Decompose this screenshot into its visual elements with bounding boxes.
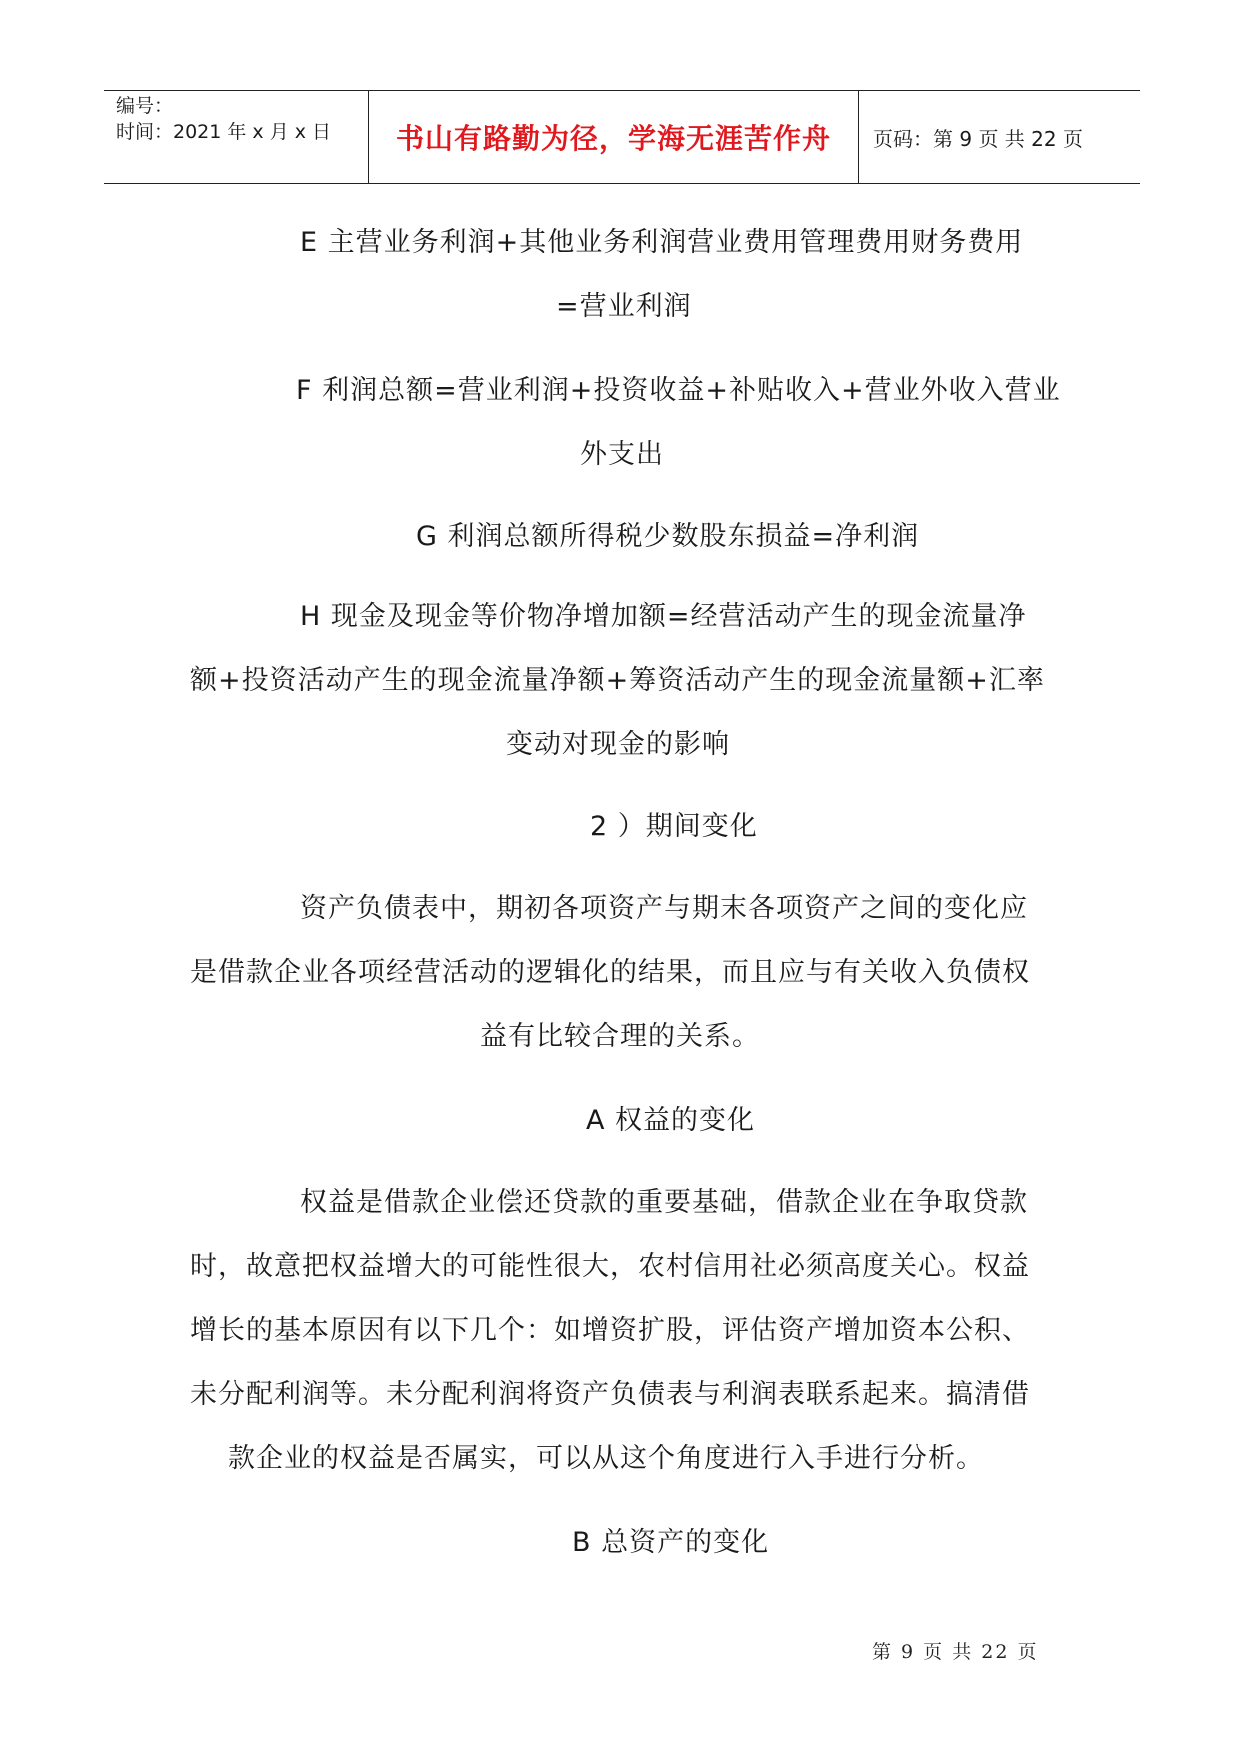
body-line: 未分配利润等。未分配利润将资产负债表与利润表联系起来。搞清借 bbox=[190, 1379, 1030, 1410]
body-line: 外支出 bbox=[580, 439, 664, 470]
body-line: 权益是借款企业偿还贷款的重要基础，借款企业在争取贷款 bbox=[300, 1187, 1028, 1218]
header-motto-cell bbox=[369, 91, 859, 183]
page-footer: 第 9 页 共 22 页 bbox=[872, 1641, 1039, 1663]
subsection-heading: B 总资产的变化 bbox=[572, 1527, 770, 1558]
header-meta-cell bbox=[104, 91, 369, 183]
body-line: 变动对现金的影响 bbox=[506, 729, 730, 760]
body-line: G 利润总额所得税少数股东损益=净利润 bbox=[416, 521, 920, 552]
body-line: =营业利润 bbox=[556, 291, 692, 322]
body-line: F 利润总额=营业利润+投资收益+补贴收入+营业外收入营业 bbox=[296, 375, 1061, 406]
body-line: 款企业的权益是否属实，可以从这个角度进行入手进行分析。 bbox=[228, 1443, 984, 1474]
body-line: 资产负债表中，期初各项资产与期末各项资产之间的变化应 bbox=[300, 893, 1028, 924]
document-number-label: 编号： bbox=[116, 95, 174, 117]
body-line: 增长的基本原因有以下几个：如增资扩股，评估资产增加资本公积、 bbox=[190, 1315, 1030, 1346]
header-page-cell bbox=[859, 91, 1140, 183]
body-line: 是借款企业各项经营活动的逻辑化的结果，而且应与有关收入负债权 bbox=[190, 957, 1030, 988]
body-line: H 现金及现金等价物净增加额=经营活动产生的现金流量净 bbox=[300, 601, 1027, 632]
subsection-heading: A 权益的变化 bbox=[586, 1105, 756, 1136]
header-motto: 书山有路勤为径，学海无涯苦作舟 bbox=[395, 122, 831, 155]
section-heading: 2 ）期间变化 bbox=[590, 811, 758, 842]
body-line: 额+投资活动产生的现金流量净额+筹资活动产生的现金流量额+汇率 bbox=[190, 665, 1045, 696]
document-date: 时间：2021 年 x 月 x 日 bbox=[116, 121, 332, 143]
body-line: 时，故意把权益增大的可能性很大，农村信用社必须高度关心。权益 bbox=[190, 1251, 1030, 1282]
page-header bbox=[104, 90, 1140, 184]
header-page-code: 页码：第 9 页 共 22 页 bbox=[873, 126, 1083, 151]
body-line: 益有比较合理的关系。 bbox=[480, 1021, 760, 1052]
body-line: E 主营业务利润+其他业务利润营业费用管理费用财务费用 bbox=[300, 227, 1024, 258]
